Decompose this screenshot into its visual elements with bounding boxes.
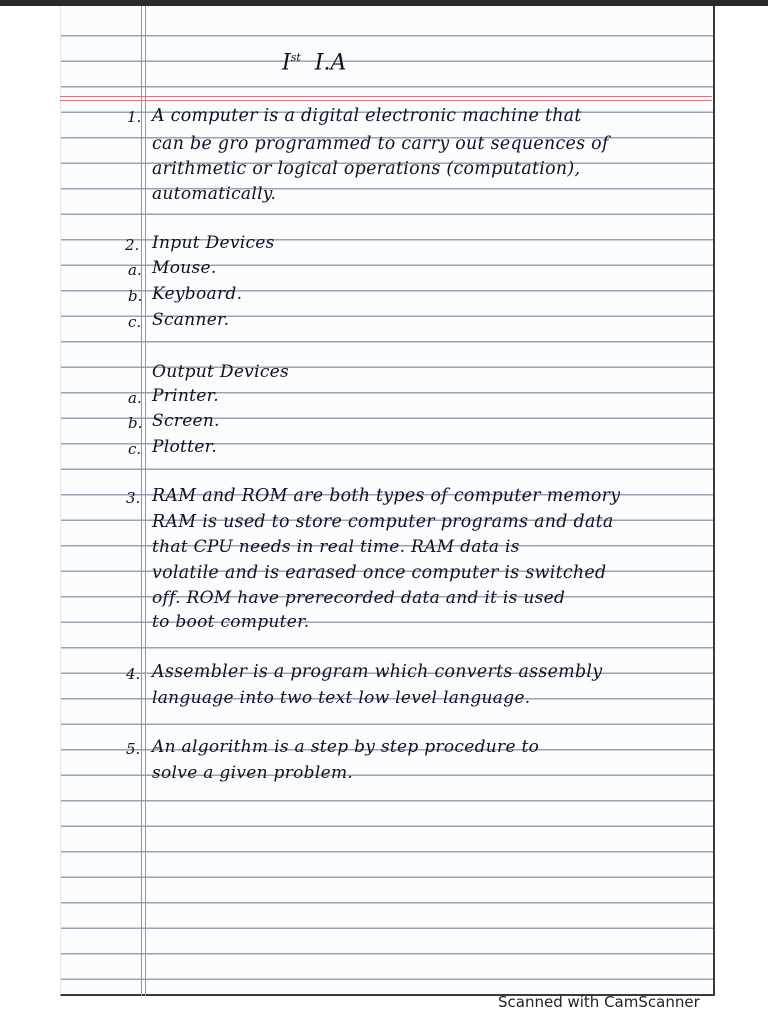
answer-line: An algorithm is a step by step procedure to <box>152 737 540 757</box>
answer-line: Assembler is a program which converts assembly <box>152 662 603 682</box>
list-marker: c. <box>128 313 142 331</box>
list-marker: b. <box>128 414 143 432</box>
question-number: 2. <box>125 236 140 254</box>
header-rule <box>60 96 712 97</box>
list-item: Printer. <box>152 386 219 406</box>
question-number: 1. <box>127 108 142 126</box>
answer-line: automatically. <box>152 184 277 204</box>
answer-line: RAM is used to store computer programs and data <box>152 512 614 532</box>
question-number: 3. <box>126 489 141 507</box>
list-marker: a. <box>128 261 142 279</box>
answer-line: can be gro programmed to carry out sequences of <box>152 134 609 154</box>
answer-line: off. ROM have prerecorded data and it is used <box>152 588 566 608</box>
list-item: Keyboard. <box>152 284 243 304</box>
list-item: Mouse. <box>152 258 217 278</box>
list-marker: b. <box>128 287 143 305</box>
section-heading: Output Devices <box>152 362 290 382</box>
list-item: Plotter. <box>152 437 217 457</box>
list-marker: a. <box>128 389 142 407</box>
answer-line: that CPU needs in real time. RAM data is <box>152 537 520 557</box>
list-item: Scanner. <box>152 310 230 330</box>
answer-line: volatile and is earased once computer is switched <box>152 563 607 583</box>
answer-line: to boot computer. <box>152 612 310 632</box>
list-item: Screen. <box>152 411 220 431</box>
answer-line: language into two text low level language. <box>152 688 531 708</box>
scanner-watermark: Scanned with CamScanner <box>498 993 700 1011</box>
question-number: 4. <box>126 665 141 683</box>
section-heading: Input Devices <box>152 233 275 253</box>
answer-line: solve a given problem. <box>152 763 354 783</box>
list-marker: c. <box>128 440 142 458</box>
margin-line <box>141 6 142 996</box>
header-rule <box>60 100 712 101</box>
answer-line: arithmetic or logical operations (computation), <box>152 159 581 179</box>
answer-line: A computer is a digital electronic machine that <box>152 106 582 126</box>
answer-line: RAM and ROM are both types of computer memory <box>152 486 621 506</box>
question-number: 5. <box>126 740 141 758</box>
page-title: Ist I.A <box>282 50 347 76</box>
margin-line <box>145 6 146 996</box>
